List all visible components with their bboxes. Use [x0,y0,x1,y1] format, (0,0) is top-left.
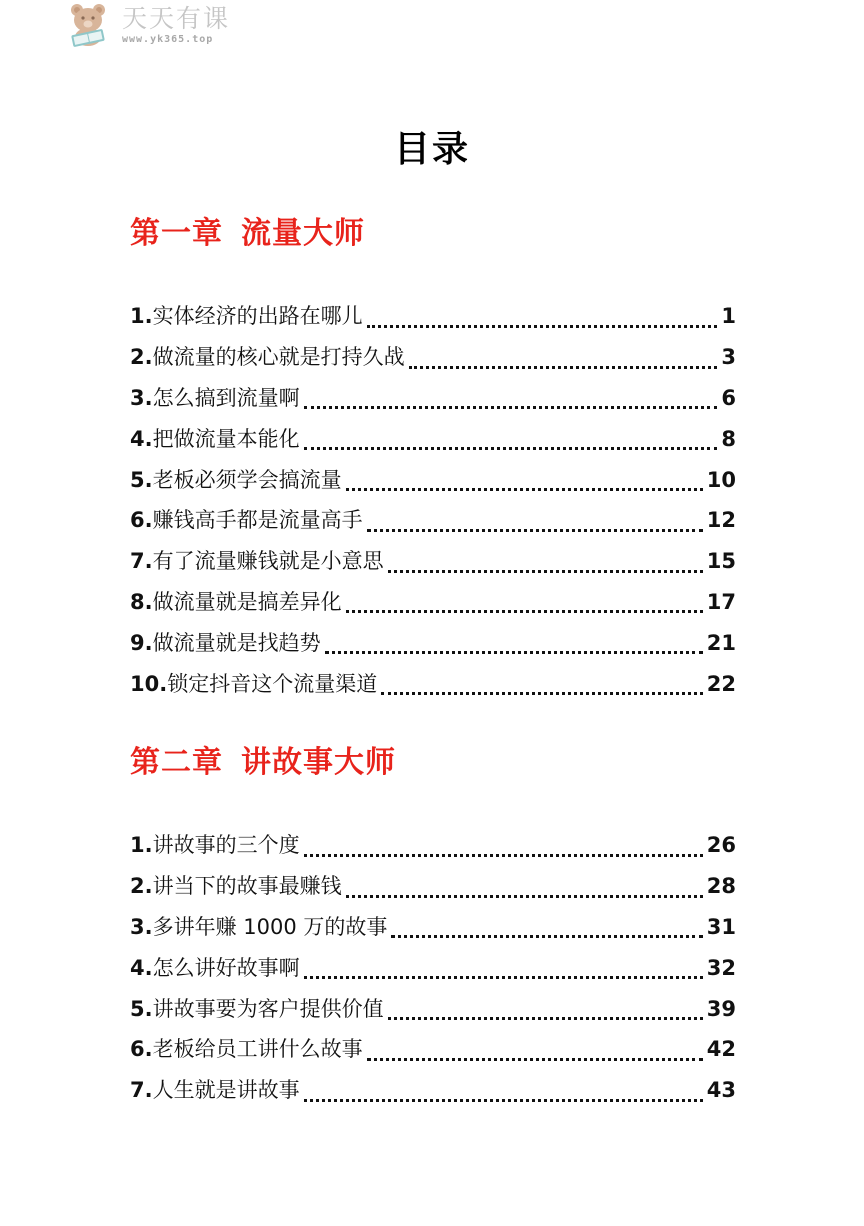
toc-entry[interactable] [130,825,736,866]
toc-entry-text: 多讲年赚 1000 万的故事 [152,914,388,939]
toc-entry[interactable] [130,337,736,378]
chapter-number: 第二章 [130,745,223,780]
toc-entry-page-number: 3 [721,345,736,370]
toc-entry-page-number: 42 [706,1037,736,1062]
toc-entry-text: 有了流量赚钱就是小意思 [152,549,384,574]
dot-leader [346,584,703,613]
chapter-title: 讲故事大师 [241,745,396,780]
toc-entry-page-number: 31 [706,914,736,939]
toc-entry[interactable] [130,296,736,337]
toc-entry-label [130,1036,363,1062]
chapter-2-heading [130,743,396,783]
page-title: 目录 [393,129,470,170]
toc-entry[interactable] [130,378,736,419]
toc-entry-text: 讲当下的故事最赚钱 [152,874,342,899]
toc-entry-label [130,467,342,493]
chapter-title: 流量大师 [241,216,365,251]
chapter-number: 第一章 [130,216,223,251]
toc-entry-number: 10. [130,671,168,696]
dot-leader [304,380,718,409]
toc-entry-text: 锁定抖音这个流量渠道 [167,671,378,696]
toc-entry-label [130,832,300,858]
toc-entry-page-number: 12 [706,508,736,533]
dot-leader [409,340,718,369]
toc-entry-label [130,914,387,940]
toc-entry[interactable] [130,663,736,704]
toc-entry-number: 7. [130,549,153,574]
toc-entry[interactable] [130,947,736,988]
toc-entry-label [130,507,363,533]
toc-entry-label [130,996,384,1022]
dot-leader [367,299,718,328]
toc-entry-page-number: 21 [706,630,736,655]
logo-url: www.yk365.top [122,34,214,45]
toc-entry[interactable] [130,1029,736,1070]
toc-entry-text: 怎么搞到流量啊 [152,385,300,410]
toc-entry-text: 做流量就是搞差异化 [152,589,342,614]
toc-entry-number: 3. [130,914,153,939]
toc-entry-number: 7. [130,1078,153,1103]
toc-entry[interactable] [130,418,736,459]
toc-entry[interactable] [130,866,736,907]
toc-entry-label [130,385,300,411]
toc-entry-page-number: 43 [706,1078,736,1103]
toc-entry[interactable] [130,582,736,623]
toc-entry-number: 9. [130,630,153,655]
toc-entry-number: 4. [130,955,153,980]
chapter-1-toc-list [130,296,736,704]
toc-entry-page-number: 8 [721,426,736,451]
toc-entry-text: 讲故事的三个度 [152,833,300,858]
toc-entry-text: 做流量的核心就是打持久战 [152,345,405,370]
bear-logo-icon [64,2,114,48]
toc-entry-text: 做流量就是找趋势 [152,630,321,655]
toc-entry-label [130,303,363,329]
toc-entry-page-number: 17 [706,589,736,614]
toc-entry-number: 4. [130,426,153,451]
toc-entry-label [130,1077,300,1103]
toc-entry[interactable] [130,500,736,541]
dot-leader [346,869,703,898]
toc-entry[interactable] [130,988,736,1029]
toc-entry-page-number: 22 [706,671,736,696]
dot-leader [367,1032,703,1061]
toc-entry-page-number: 1 [721,304,736,329]
toc-entry-label [130,426,300,452]
toc-entry-text: 人生就是讲故事 [152,1078,300,1103]
dot-leader [367,503,703,532]
toc-entry-label [130,671,377,697]
toc-entry-text: 赚钱高手都是流量高手 [152,508,363,533]
dot-leader [381,666,703,695]
toc-entry-page-number: 28 [706,874,736,899]
toc-entry-number: 8. [130,589,153,614]
toc-entry[interactable] [130,459,736,500]
toc-entry-label [130,548,384,574]
toc-entry[interactable] [130,541,736,582]
toc-entry-label [130,589,342,615]
toc-entry-number: 3. [130,385,153,410]
logo-name: 天天有课 [122,4,231,33]
toc-entry[interactable] [130,1070,736,1111]
toc-entry-number: 5. [130,467,153,492]
chapter-1-heading [130,214,365,254]
toc-entry-page-number: 26 [706,833,736,858]
toc-entry[interactable] [130,907,736,948]
dot-leader [304,828,703,857]
dot-leader [391,909,702,938]
dot-leader [304,1073,703,1102]
toc-entry-label [130,873,342,899]
site-logo [64,2,230,48]
toc-entry-number: 6. [130,508,153,533]
toc-entry-label [130,344,405,370]
toc-entry-page-number: 39 [706,996,736,1021]
dot-leader [304,421,718,450]
toc-entry-number: 1. [130,833,153,858]
toc-entry-number: 6. [130,1037,153,1062]
toc-entry[interactable] [130,622,736,663]
toc-entry-text: 老板必须学会搞流量 [152,467,342,492]
toc-entry-number: 2. [130,345,153,370]
toc-entry-text: 怎么讲好故事啊 [152,955,300,980]
dot-leader [388,544,703,573]
toc-entry-number: 1. [130,304,153,329]
dot-leader [388,991,703,1020]
chapter-2-toc-list [130,825,736,1111]
toc-entry-number: 5. [130,996,153,1021]
toc-entry-number: 2. [130,874,153,899]
toc-entry-text: 讲故事要为客户提供价值 [152,996,384,1021]
toc-entry-text: 把做流量本能化 [152,426,300,451]
toc-entry-text: 实体经济的出路在哪儿 [152,304,363,329]
toc-entry-text: 老板给员工讲什么故事 [152,1037,363,1062]
toc-entry-page-number: 15 [706,549,736,574]
toc-entry-page-number: 32 [706,955,736,980]
toc-entry-label [130,955,300,981]
dot-leader [346,462,703,491]
toc-entry-label [130,630,321,656]
dot-leader [325,625,703,654]
dot-leader [304,950,703,979]
toc-entry-page-number: 10 [706,467,736,492]
toc-entry-page-number: 6 [721,385,736,410]
